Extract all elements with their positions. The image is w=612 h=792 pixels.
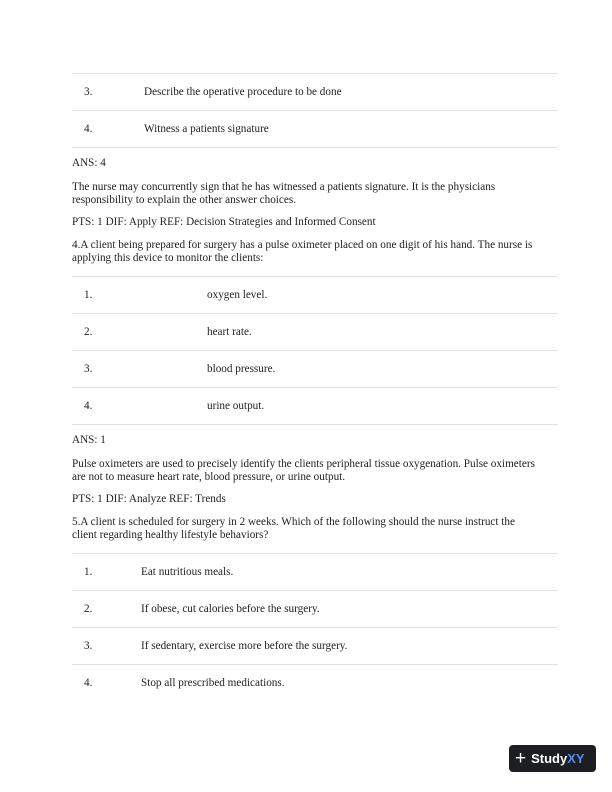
option-number: 4. — [84, 400, 93, 412]
table-row — [72, 387, 558, 425]
q4-stem: 4.A client being prepared for surgery has a pulse oximeter placed on one digit of his hand. The nurse is applying this device to monitor the clients: — [72, 239, 533, 264]
option-number: 3. — [84, 363, 93, 375]
q3-pts-line: PTS: 1 DIF: Apply REF: Decision Strategies and Informed Consent — [72, 216, 376, 228]
brand-name-part1: Study — [531, 751, 568, 766]
option-text: Describe the operative procedure to be done — [144, 86, 342, 98]
q3-options-table — [72, 73, 558, 148]
option-text: Stop all prescribed medications. — [141, 677, 285, 689]
option-number: 3. — [84, 86, 93, 98]
table-row — [72, 350, 558, 387]
option-number: 4. — [84, 677, 93, 689]
option-text: If sedentary, exercise more before the surgery. — [141, 640, 348, 652]
option-text: Witness a patients signature — [144, 123, 269, 135]
option-text: heart rate. — [207, 326, 252, 338]
plus-icon: + — [515, 748, 527, 769]
table-row — [72, 110, 558, 148]
option-number: 2. — [84, 603, 93, 615]
q4-rationale: Pulse oximeters are used to precisely identify the clients peripheral tissue oxygenation. Pulse oximeters are not to measure heart rate, blood pressure, or urine output. — [72, 458, 535, 483]
table-row — [72, 73, 558, 110]
option-text: oxygen level. — [207, 289, 268, 301]
option-text: If obese, cut calories before the surgery. — [141, 603, 320, 615]
table-row — [72, 313, 558, 350]
option-text: Eat nutritious meals. — [141, 566, 234, 578]
option-number: 2. — [84, 326, 93, 338]
option-text: urine output. — [207, 400, 265, 412]
table-row — [72, 276, 558, 313]
option-number: 3. — [84, 640, 93, 652]
option-number: 4. — [84, 123, 93, 135]
studyxy-badge[interactable] — [509, 745, 596, 772]
option-number: 1. — [84, 566, 93, 578]
brand-name-part2: XY — [567, 751, 585, 766]
q5-options-table — [72, 553, 558, 701]
option-number: 1. — [84, 289, 93, 301]
table-row — [72, 627, 558, 664]
q4-pts-line: PTS: 1 DIF: Analyze REF: Trends — [72, 493, 226, 505]
table-row — [72, 664, 558, 701]
q5-stem: 5.A client is scheduled for surgery in 2 weeks. Which of the following should the nurse instruct the client regarding healthy lifestyle behaviors? — [72, 516, 515, 541]
q4-answer: ANS: 1 — [72, 434, 106, 446]
q4-options-table — [72, 276, 558, 425]
table-row — [72, 553, 558, 590]
option-text: blood pressure. — [207, 363, 276, 375]
q3-answer: ANS: 4 — [72, 157, 106, 169]
q3-rationale: The nurse may concurrently sign that he has witnessed a patients signature. It is the physicians responsibility to explain the other answer choices. — [72, 181, 496, 206]
table-row — [72, 590, 558, 627]
